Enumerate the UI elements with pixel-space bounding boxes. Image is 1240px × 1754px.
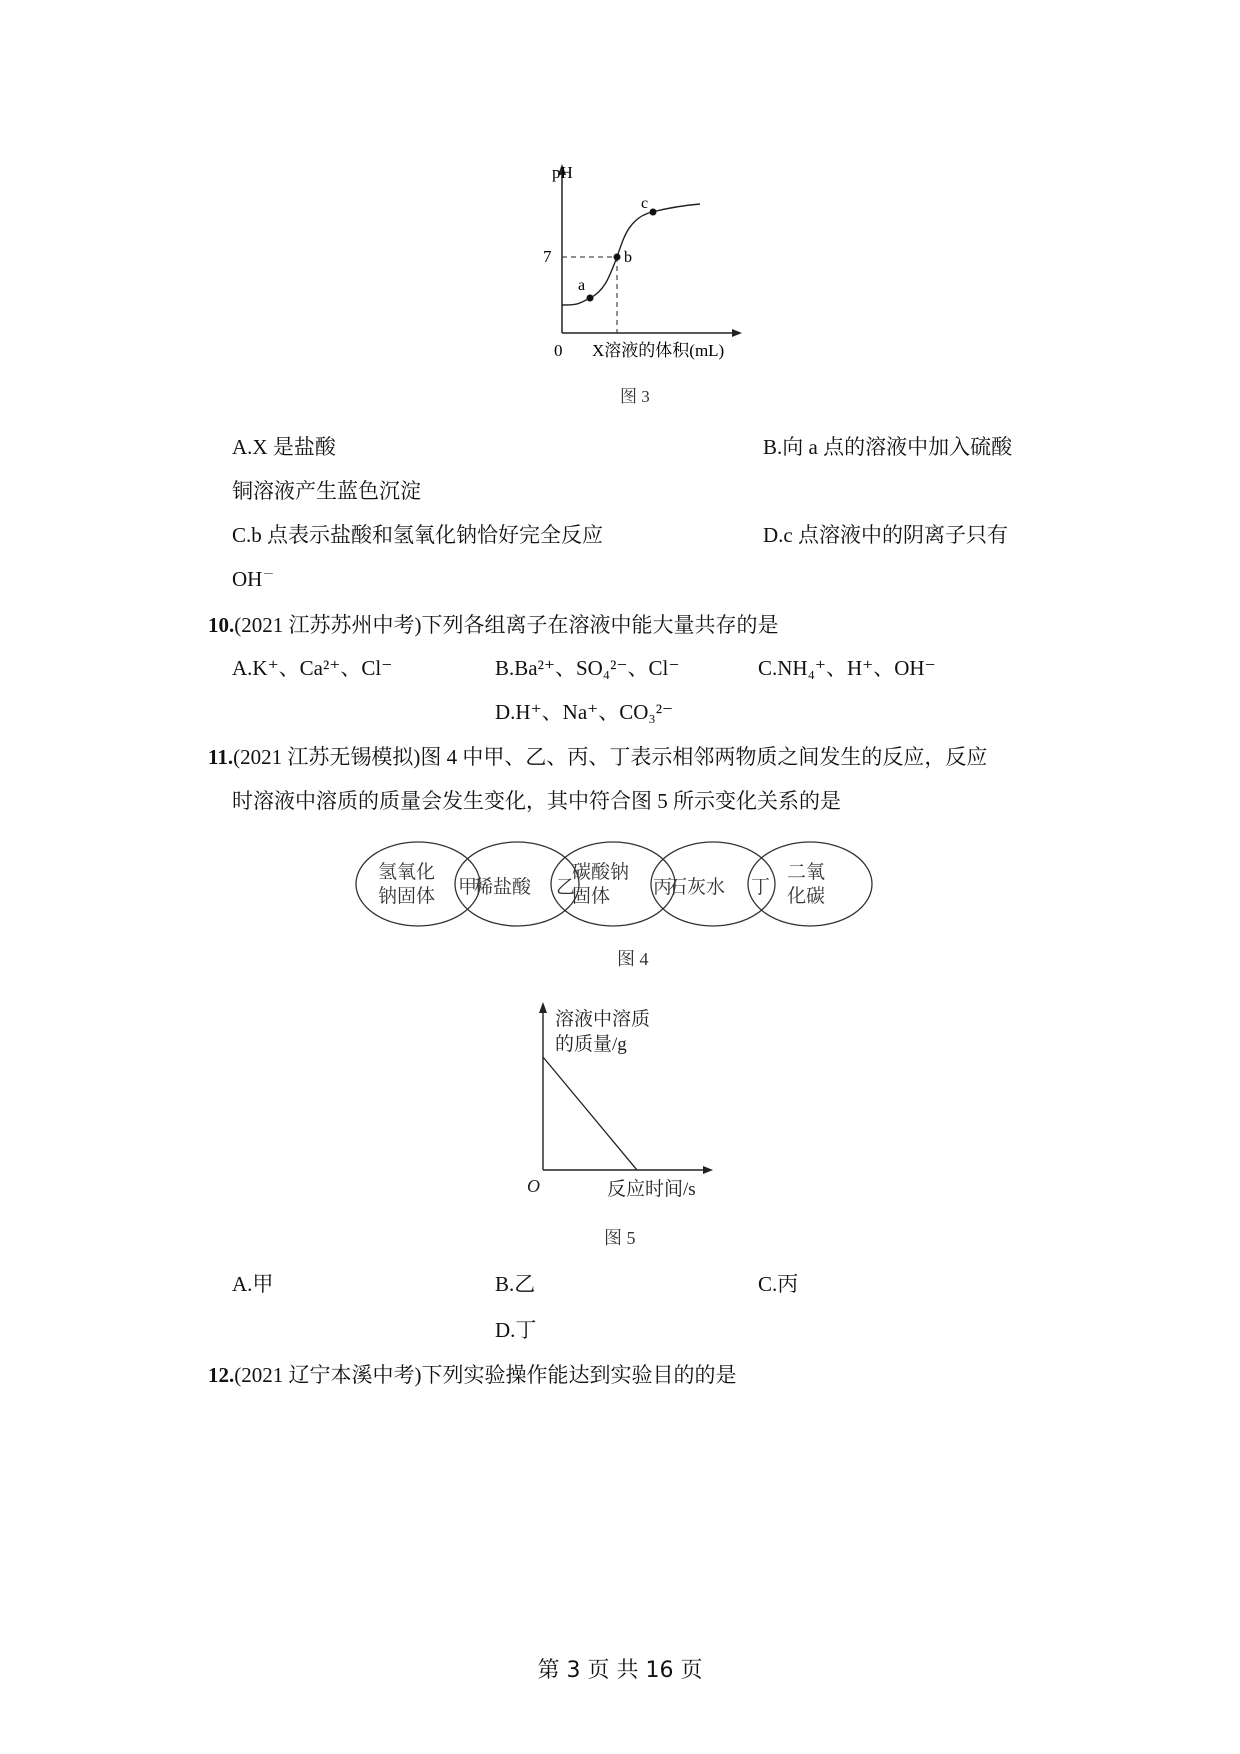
q10-stem bbox=[208, 611, 778, 639]
substance-hcl: 稀盐酸 bbox=[474, 877, 532, 898]
solute-mass-chart bbox=[510, 990, 750, 1260]
q12-text: (2021 辽宁本溪中考)下列实验操作能达到实验目的的是 bbox=[234, 1363, 737, 1387]
q10-text: (2021 江苏苏州中考)下列各组离子在溶液中能大量共存的是 bbox=[234, 613, 779, 637]
substance-na2co3-l1: 碳酸钠 bbox=[572, 862, 630, 883]
q9-option-b-cont: 铜溶液产生蓝色沉淀 bbox=[232, 479, 421, 503]
q11-option-b: B.乙 bbox=[495, 1272, 536, 1296]
x-axis-label: X溶液的体积(mL) bbox=[592, 341, 725, 360]
y-axis-label-line1: 溶液中溶质 bbox=[555, 1009, 651, 1030]
q10-number: 10. bbox=[208, 613, 235, 637]
page-footer: 第 3 页 共 16 页 bbox=[537, 1658, 703, 1683]
reaction-chain-diagram bbox=[340, 820, 920, 980]
reaction-yi: 乙 bbox=[556, 877, 576, 898]
substance-co2-l2: 化碳 bbox=[787, 886, 826, 907]
q11-option-c: C.丙 bbox=[758, 1272, 799, 1296]
ph-curve-chart bbox=[500, 148, 760, 408]
tick-7: 7 bbox=[543, 247, 552, 266]
q12-stem bbox=[208, 1361, 737, 1389]
y-axis-label: pH bbox=[552, 163, 573, 182]
origin-label: O bbox=[527, 1176, 540, 1196]
substance-naoh-l2: 钠固体 bbox=[378, 886, 436, 907]
q10-option-b: B.Ba²⁺、SO₄²⁻、Cl⁻ bbox=[495, 656, 680, 680]
substance-naoh-l1: 氢氧化 bbox=[378, 862, 436, 883]
q9-option-b: B.向 a 点的溶液中加入硫酸 bbox=[763, 435, 1013, 459]
q10-option-c: C.NH₄⁺、H⁺、OH⁻ bbox=[758, 656, 936, 680]
q11-stem bbox=[208, 743, 987, 771]
q11-stem-cont: 时溶液中溶质的质量会发生变化，其中符合图 5 所示变化关系的是 bbox=[232, 789, 841, 813]
figure-4-caption: 图 4 bbox=[617, 949, 649, 969]
point-b-label: b bbox=[624, 249, 632, 266]
figure-3 bbox=[500, 148, 760, 408]
origin-label: 0 bbox=[554, 341, 563, 360]
figure-3-caption: 图 3 bbox=[620, 387, 650, 406]
point-a-label: a bbox=[578, 277, 586, 294]
reaction-jia: 甲 bbox=[458, 877, 478, 898]
q11-option-d: D.丁 bbox=[495, 1318, 537, 1342]
q10-option-a: A.K⁺、Ca²⁺、Cl⁻ bbox=[232, 656, 393, 680]
y-axis-label-line2: 的质量/g bbox=[555, 1034, 627, 1055]
substance-na2co3-l2: 固体 bbox=[572, 886, 611, 907]
figure-5 bbox=[510, 990, 750, 1260]
q9-option-d: D.c 点溶液中的阴离子只有 bbox=[763, 523, 1008, 547]
substance-co2-l1: 二氧 bbox=[787, 862, 826, 883]
figure-4 bbox=[340, 820, 920, 980]
q11-text: (2021 江苏无锡模拟)图 4 中甲、乙、丙、丁表示相邻两物质之间发生的反应，反应 bbox=[233, 745, 988, 769]
q9-option-a: A.X 是盐酸 bbox=[232, 435, 336, 459]
q11-number: 11. bbox=[208, 745, 234, 769]
q12-number: 12. bbox=[208, 1363, 235, 1387]
figure-5-caption: 图 5 bbox=[604, 1228, 636, 1248]
x-axis-label: 反应时间/s bbox=[607, 1179, 696, 1200]
q10-option-d: D.H⁺、Na⁺、CO₃²⁻ bbox=[495, 700, 674, 724]
hydroxide-base: OH bbox=[232, 567, 263, 591]
hydroxide-charge: － bbox=[262, 567, 275, 581]
point-c-label: c bbox=[641, 195, 649, 212]
q9-option-d-cont bbox=[232, 565, 274, 593]
reaction-bing: 丙 bbox=[653, 877, 673, 898]
substance-limewater: 石灰水 bbox=[668, 877, 726, 898]
q11-option-a: A.甲 bbox=[232, 1272, 274, 1296]
reaction-ding: 丁 bbox=[751, 877, 771, 898]
q9-option-c: C.b 点表示盐酸和氢氧化钠恰好完全反应 bbox=[232, 523, 604, 547]
